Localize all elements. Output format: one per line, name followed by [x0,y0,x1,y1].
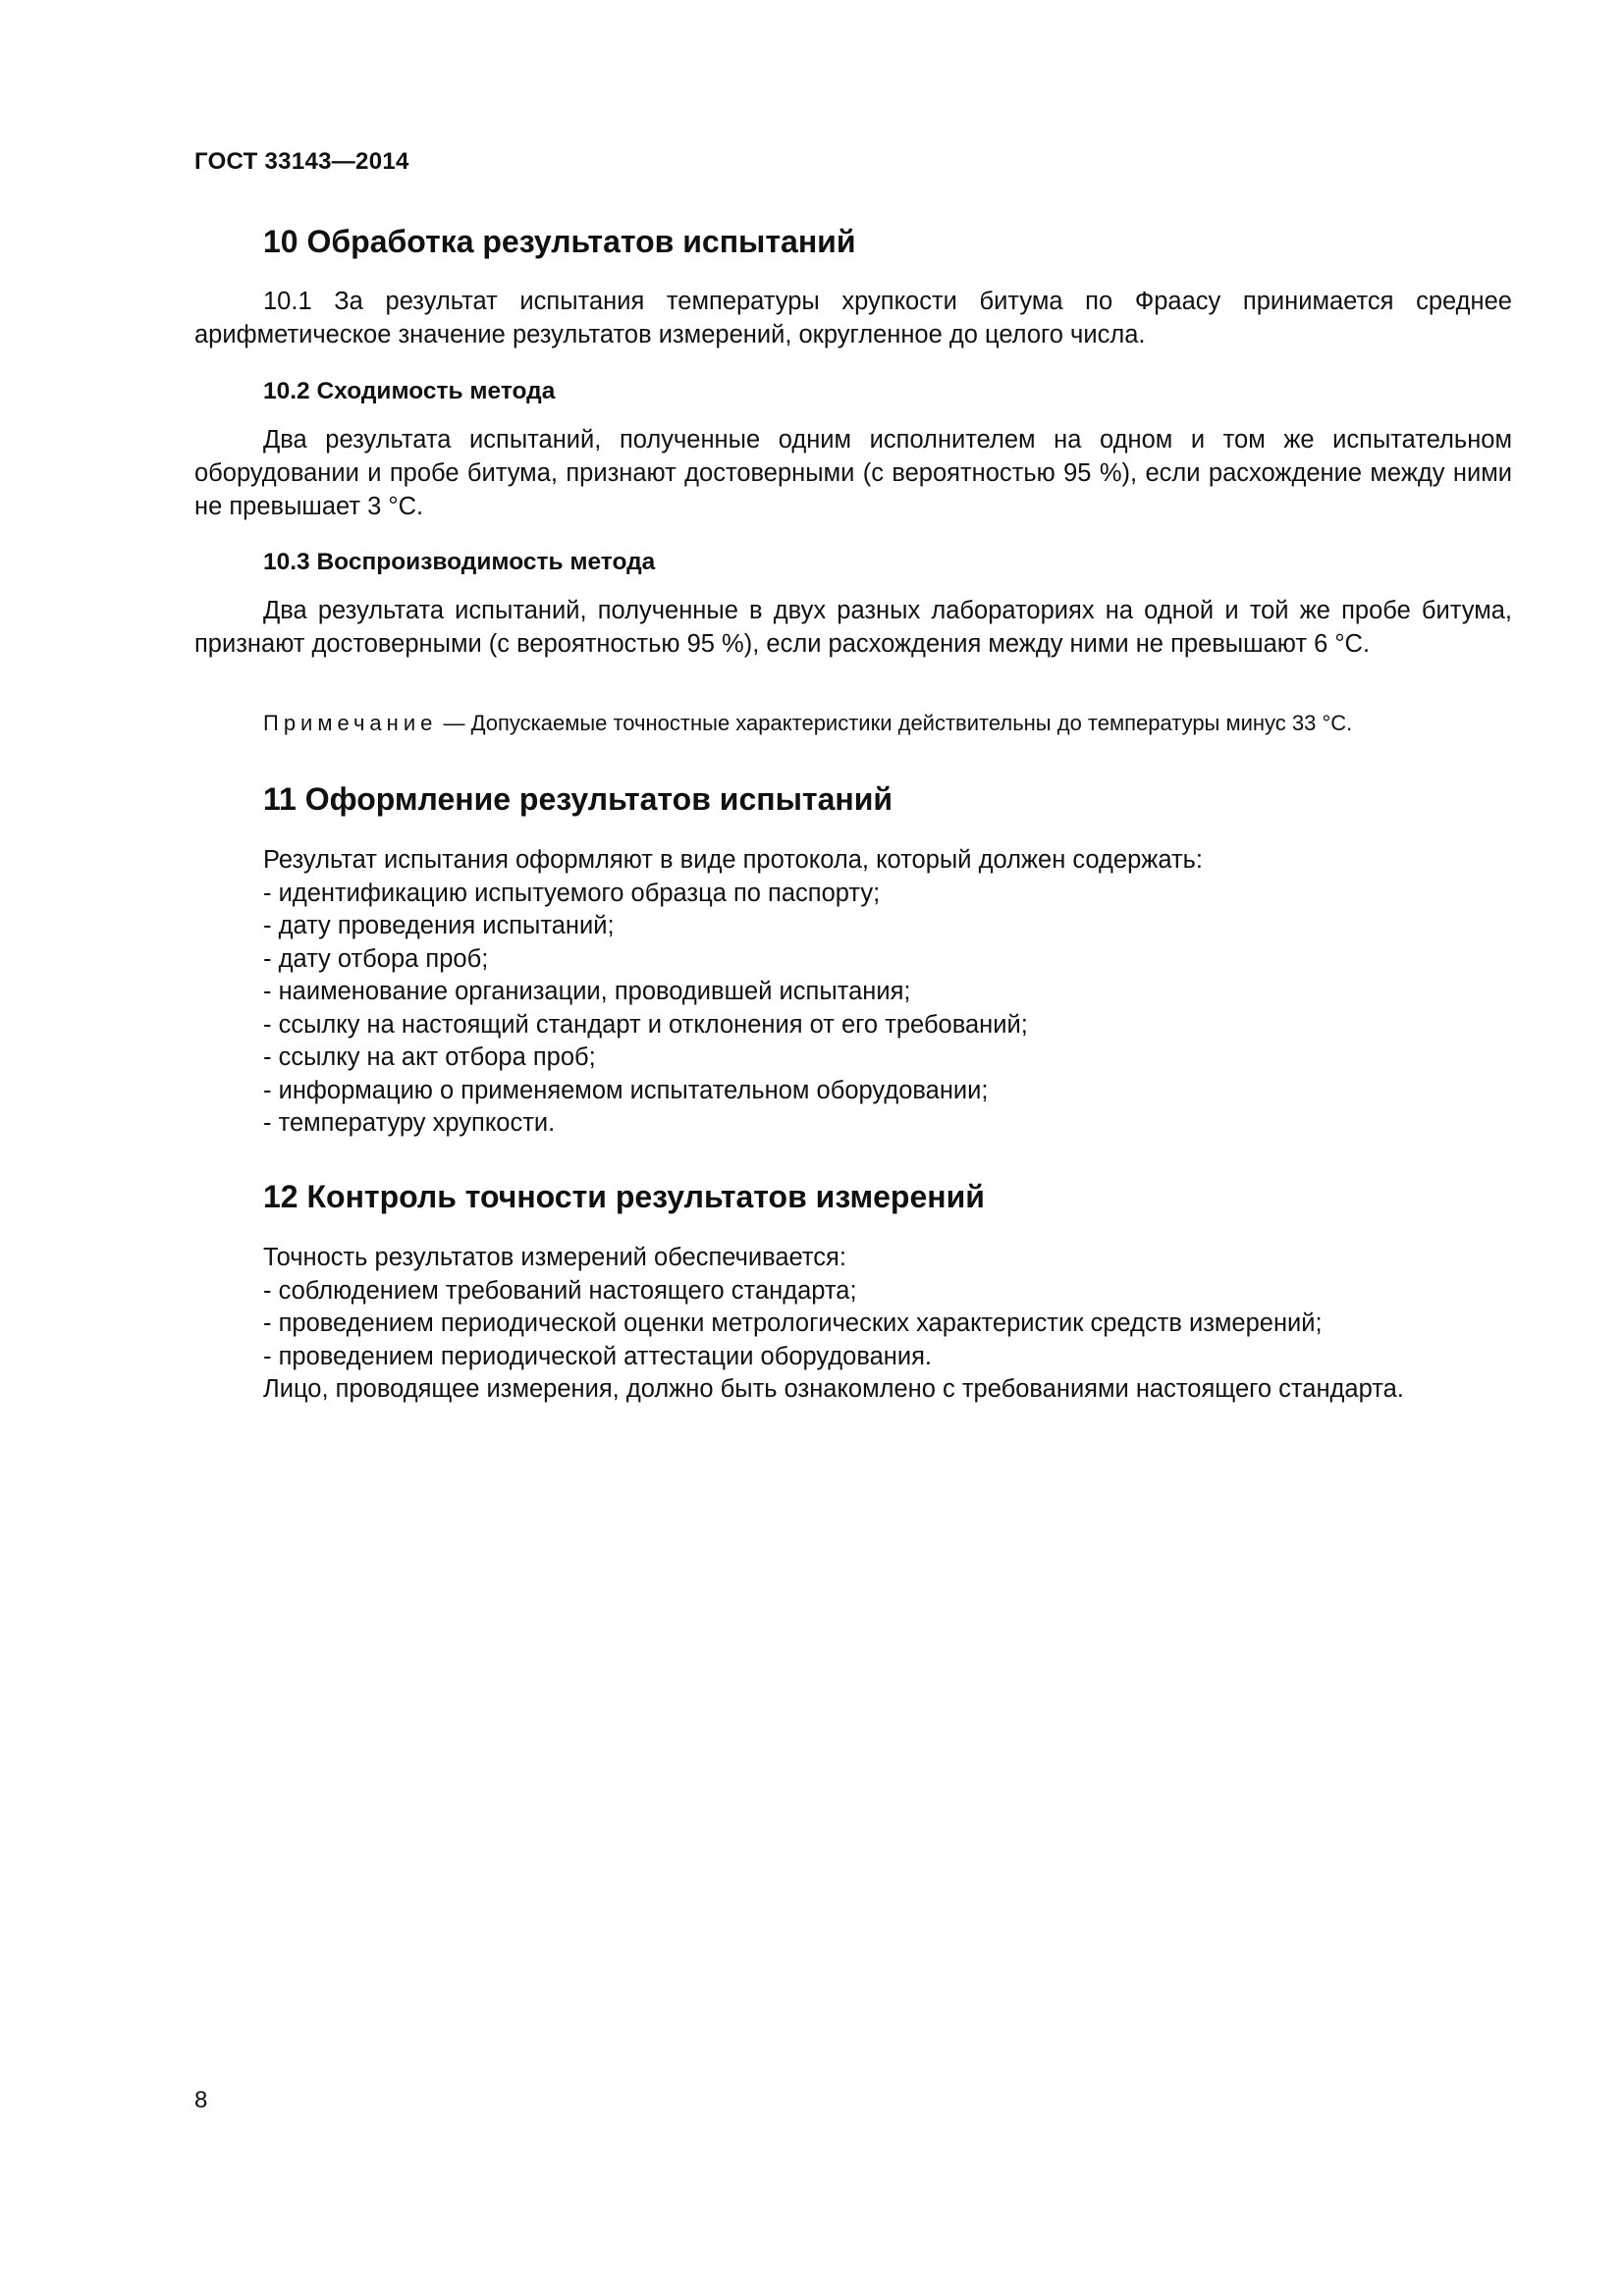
paragraph-10-3: Два результата испытаний, полученные в двух разных лабораториях на одной и той же пробе битума, признают достоверными (с вероятностью 95 %), если расхождения между ними не превышают 6 °С. [194,597,1512,658]
section-11-title: 11 Оформление результатов испытаний [263,781,893,817]
section-12-list [263,1242,1530,1407]
list-item: - температуру хрупкости. [263,1109,556,1137]
note-text: — Допускаемые точностные характеристики действительны до температуры минус 33 °С. [437,711,1353,735]
list-item: - соблюдением требований настоящего стандарта; [263,1276,857,1305]
section-12-closing: Лицо, проводящее измерения, должно быть ознакомлено с требованиями настоящего стандарта. [263,1375,1404,1403]
list-item: - идентификацию испытуемого образца по паспорту; [263,879,881,907]
list-item: - ссылку на настоящий стандарт и отклонения от его требований; [263,1010,1028,1039]
document-code: ГОСТ 33143—2014 [194,148,409,175]
subsection-10-3-title: 10.3 Воспроизводимость метода [263,549,656,575]
note-label: Примечание [263,711,438,735]
section-12-intro: Точность результатов измерений обеспечивается: [263,1244,846,1271]
list-item: - дату проведения испытаний; [263,912,615,939]
paragraph-10-1: 10.1 За результат испытания температуры хрупкости битума по Фраасу принимается среднее арифметическое значение результатов измерений, округленное до целого числа. [194,288,1512,348]
section-12-title: 12 Контроль точности результатов измерений [263,1179,985,1214]
list-item: - дату отбора проб; [263,944,489,973]
list-item: - ссылку на акт отбора проб; [263,1043,596,1071]
page-number: 8 [194,2087,208,2113]
list-item: - наименование организации, проводившей испытания; [263,978,911,1005]
section-11-intro: Результат испытания оформляют в виде протокола, который должен содержать: [263,846,1203,874]
section-11-list [263,844,1530,1141]
paragraph-10-2: Два результата испытаний, полученные одним исполнителем на одном и том же испытательном оборудовании и пробе битума, признают достоверными (с вероятностью 95 %), если расхождение между ними не превышает 3 °С. [194,426,1512,520]
subsection-10-2-title: 10.2 Сходимость метода [263,378,556,404]
note [263,709,1530,738]
list-item: - проведением периодической оценки метрологических характеристик средств измерений; [263,1309,1323,1337]
list-item: - информацию о применяемом испытательном оборудовании; [263,1076,989,1104]
section-10-title: 10 Обработка результатов испытаний [263,224,856,259]
list-item: - проведением периодической аттестации оборудования. [263,1342,933,1370]
